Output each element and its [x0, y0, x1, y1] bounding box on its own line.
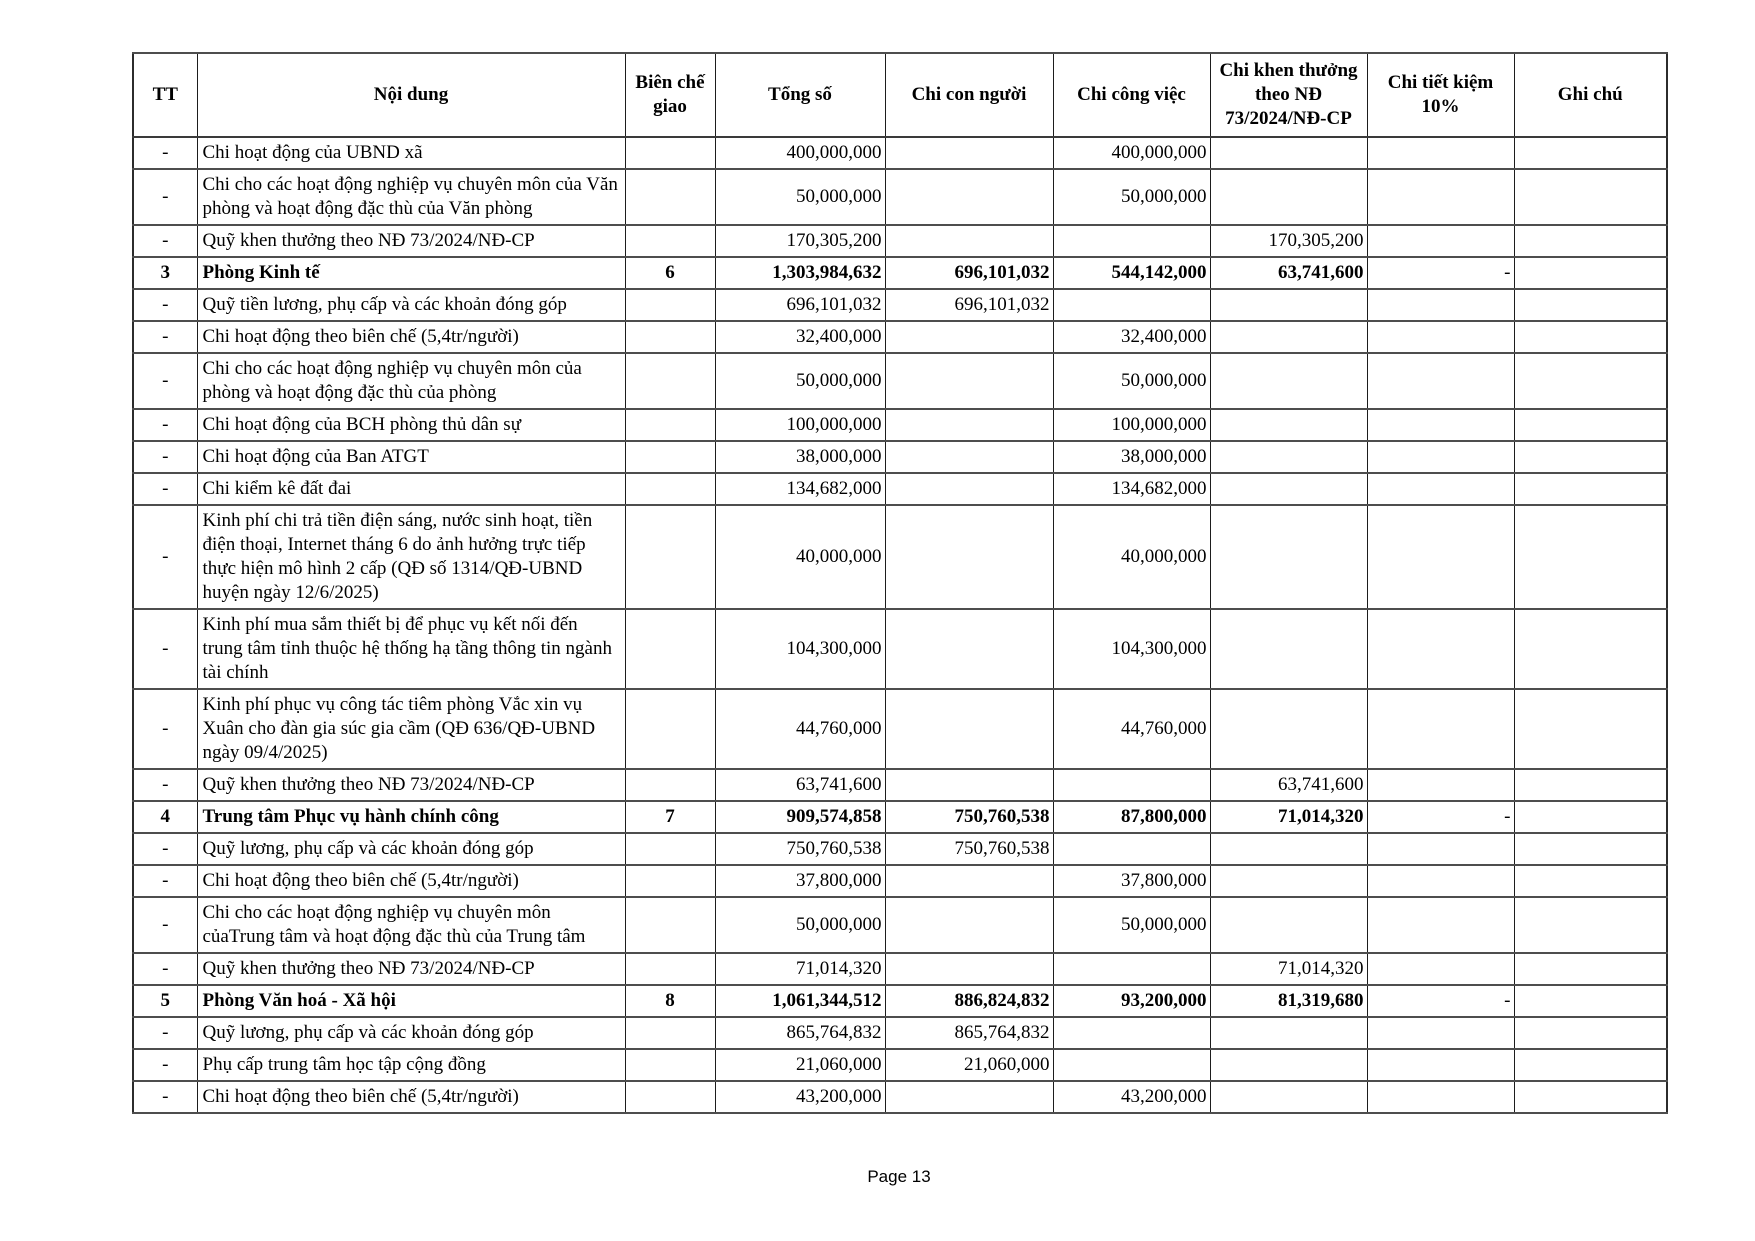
table-row	[133, 897, 1667, 953]
cell-chi-cong-viec	[1053, 833, 1210, 865]
table-body	[133, 137, 1667, 1113]
table-row	[133, 769, 1667, 801]
col-header-chi-con-nguoi: Chi con người	[885, 53, 1053, 137]
cell-tt: -	[133, 225, 197, 257]
cell-chi-cong-viec	[1053, 1049, 1210, 1081]
cell-chi-khen-thuong	[1210, 1017, 1367, 1049]
cell-chi-cong-viec: 43,200,000	[1053, 1081, 1210, 1113]
table-row	[133, 137, 1667, 169]
cell-noi-dung: Kinh phí chi trả tiền điện sáng, nước sinh hoạt, tiền điện thoại, Internet tháng 6 do ảnh hưởng trực tiếp thực hiện mô hình 2 cấp (QĐ số 1314/QĐ-UBND huyện ngày 12/6/2025)	[197, 505, 625, 609]
col-header-noi-dung: Nội dung	[197, 53, 625, 137]
cell-tt: -	[133, 321, 197, 353]
cell-chi-tiet-kiem	[1367, 689, 1514, 769]
cell-ghi-chu	[1514, 321, 1667, 353]
table-row	[133, 985, 1667, 1017]
cell-chi-tiet-kiem	[1367, 1081, 1514, 1113]
cell-chi-con-nguoi	[885, 225, 1053, 257]
cell-chi-tiet-kiem	[1367, 1017, 1514, 1049]
table-row	[133, 169, 1667, 225]
cell-chi-tiet-kiem	[1367, 865, 1514, 897]
cell-tt: -	[133, 441, 197, 473]
cell-chi-con-nguoi	[885, 321, 1053, 353]
cell-noi-dung: Quỹ khen thưởng theo NĐ 73/2024/NĐ-CP	[197, 769, 625, 801]
cell-chi-khen-thuong	[1210, 505, 1367, 609]
cell-chi-tiet-kiem	[1367, 321, 1514, 353]
cell-noi-dung: Quỹ lương, phụ cấp và các khoản đóng góp	[197, 833, 625, 865]
cell-tt: -	[133, 505, 197, 609]
col-header-chi-khen-thuong: Chi khen thưởng theo NĐ 73/2024/NĐ-CP	[1210, 53, 1367, 137]
cell-ghi-chu	[1514, 609, 1667, 689]
cell-tong-so: 134,682,000	[715, 473, 885, 505]
cell-ghi-chu	[1514, 833, 1667, 865]
cell-chi-tiet-kiem	[1367, 441, 1514, 473]
table-row	[133, 225, 1667, 257]
cell-chi-tiet-kiem	[1367, 473, 1514, 505]
cell-bien-che-giao: 8	[625, 985, 715, 1017]
cell-bien-che-giao	[625, 441, 715, 473]
cell-chi-tiet-kiem	[1367, 505, 1514, 609]
cell-ghi-chu	[1514, 897, 1667, 953]
table-row	[133, 257, 1667, 289]
cell-tt: -	[133, 769, 197, 801]
cell-tt: -	[133, 897, 197, 953]
cell-chi-con-nguoi: 750,760,538	[885, 801, 1053, 833]
cell-chi-khen-thuong: 71,014,320	[1210, 953, 1367, 985]
col-header-tt: TT	[133, 53, 197, 137]
table-header-row	[133, 53, 1667, 137]
cell-bien-che-giao	[625, 353, 715, 409]
cell-noi-dung: Chi cho các hoạt động nghiệp vụ chuyên môn của Văn phòng và hoạt động đặc thù của Văn phòng	[197, 169, 625, 225]
cell-chi-tiet-kiem	[1367, 409, 1514, 441]
cell-tt: -	[133, 953, 197, 985]
cell-chi-con-nguoi	[885, 409, 1053, 441]
cell-bien-che-giao	[625, 609, 715, 689]
cell-tong-so: 104,300,000	[715, 609, 885, 689]
cell-tong-so: 100,000,000	[715, 409, 885, 441]
table-row	[133, 1017, 1667, 1049]
cell-chi-cong-viec: 104,300,000	[1053, 609, 1210, 689]
cell-tt: 5	[133, 985, 197, 1017]
cell-chi-cong-viec: 100,000,000	[1053, 409, 1210, 441]
cell-chi-con-nguoi	[885, 953, 1053, 985]
cell-bien-che-giao	[625, 169, 715, 225]
cell-chi-tiet-kiem	[1367, 137, 1514, 169]
cell-noi-dung: Chi cho các hoạt động nghiệp vụ chuyên môn củaTrung tâm và hoạt động đặc thù của Trung tâm	[197, 897, 625, 953]
cell-tt: -	[133, 409, 197, 441]
cell-bien-che-giao	[625, 865, 715, 897]
cell-noi-dung: Kinh phí phục vụ công tác tiêm phòng Vắc xin vụ Xuân cho đàn gia súc gia cầm (QĐ 636/QĐ-UBND ngày 09/4/2025)	[197, 689, 625, 769]
cell-chi-tiet-kiem: -	[1367, 257, 1514, 289]
cell-ghi-chu	[1514, 985, 1667, 1017]
cell-bien-che-giao	[625, 137, 715, 169]
table-row	[133, 1049, 1667, 1081]
cell-noi-dung: Chi hoạt động theo biên chế (5,4tr/người)	[197, 1081, 625, 1113]
cell-tt: -	[133, 833, 197, 865]
cell-chi-con-nguoi	[885, 1081, 1053, 1113]
cell-chi-cong-viec: 134,682,000	[1053, 473, 1210, 505]
cell-ghi-chu	[1514, 441, 1667, 473]
cell-chi-tiet-kiem	[1367, 1049, 1514, 1081]
cell-chi-tiet-kiem: -	[1367, 801, 1514, 833]
cell-ghi-chu	[1514, 1049, 1667, 1081]
cell-chi-con-nguoi: 696,101,032	[885, 257, 1053, 289]
cell-tt: -	[133, 137, 197, 169]
cell-chi-khen-thuong	[1210, 289, 1367, 321]
cell-bien-che-giao	[625, 289, 715, 321]
cell-noi-dung: Kinh phí mua sắm thiết bị để phục vụ kết nối đến trung tâm tỉnh thuộc hệ thống hạ tầng thông tin ngành tài chính	[197, 609, 625, 689]
col-header-chi-cong-viec: Chi công việc	[1053, 53, 1210, 137]
table-row	[133, 473, 1667, 505]
cell-chi-con-nguoi	[885, 689, 1053, 769]
cell-noi-dung: Chi cho các hoạt động nghiệp vụ chuyên môn của phòng và hoạt động đặc thù của phòng	[197, 353, 625, 409]
table-row	[133, 505, 1667, 609]
cell-chi-cong-viec: 87,800,000	[1053, 801, 1210, 833]
cell-tt: -	[133, 1049, 197, 1081]
cell-chi-khen-thuong: 63,741,600	[1210, 257, 1367, 289]
cell-bien-che-giao	[625, 321, 715, 353]
cell-tong-so: 1,303,984,632	[715, 257, 885, 289]
cell-chi-tiet-kiem	[1367, 833, 1514, 865]
cell-tong-so: 21,060,000	[715, 1049, 885, 1081]
table-row	[133, 801, 1667, 833]
cell-chi-khen-thuong: 170,305,200	[1210, 225, 1367, 257]
table-row	[133, 953, 1667, 985]
cell-chi-tiet-kiem	[1367, 609, 1514, 689]
cell-bien-che-giao	[625, 473, 715, 505]
cell-chi-con-nguoi	[885, 505, 1053, 609]
cell-tt: -	[133, 473, 197, 505]
cell-chi-cong-viec	[1053, 289, 1210, 321]
cell-ghi-chu	[1514, 409, 1667, 441]
cell-ghi-chu	[1514, 505, 1667, 609]
cell-ghi-chu	[1514, 1017, 1667, 1049]
cell-tong-so: 865,764,832	[715, 1017, 885, 1049]
cell-noi-dung: Chi hoạt động theo biên chế (5,4tr/người)	[197, 865, 625, 897]
cell-tong-so: 37,800,000	[715, 865, 885, 897]
cell-tong-so: 400,000,000	[715, 137, 885, 169]
cell-chi-khen-thuong	[1210, 865, 1367, 897]
cell-ghi-chu	[1514, 865, 1667, 897]
cell-noi-dung: Chi hoạt động của BCH phòng thủ dân sự	[197, 409, 625, 441]
cell-tong-so: 44,760,000	[715, 689, 885, 769]
cell-bien-che-giao	[625, 1049, 715, 1081]
cell-ghi-chu	[1514, 801, 1667, 833]
cell-chi-con-nguoi	[885, 865, 1053, 897]
cell-bien-che-giao	[625, 1017, 715, 1049]
table-row	[133, 833, 1667, 865]
cell-bien-che-giao	[625, 897, 715, 953]
cell-chi-con-nguoi: 865,764,832	[885, 1017, 1053, 1049]
cell-bien-che-giao	[625, 833, 715, 865]
cell-bien-che-giao	[625, 409, 715, 441]
cell-bien-che-giao	[625, 953, 715, 985]
col-header-bien-che-giao: Biên chế giao	[625, 53, 715, 137]
cell-chi-cong-viec: 40,000,000	[1053, 505, 1210, 609]
cell-noi-dung: Quỹ tiền lương, phụ cấp và các khoản đóng góp	[197, 289, 625, 321]
cell-chi-con-nguoi	[885, 441, 1053, 473]
cell-chi-khen-thuong: 63,741,600	[1210, 769, 1367, 801]
table-row	[133, 689, 1667, 769]
cell-chi-khen-thuong	[1210, 1081, 1367, 1113]
cell-tong-so: 1,061,344,512	[715, 985, 885, 1017]
cell-chi-cong-viec: 93,200,000	[1053, 985, 1210, 1017]
cell-chi-cong-viec	[1053, 1017, 1210, 1049]
cell-ghi-chu	[1514, 137, 1667, 169]
cell-chi-khen-thuong	[1210, 137, 1367, 169]
cell-tong-so: 63,741,600	[715, 769, 885, 801]
cell-chi-tiet-kiem	[1367, 897, 1514, 953]
cell-ghi-chu	[1514, 257, 1667, 289]
cell-chi-khen-thuong	[1210, 897, 1367, 953]
cell-chi-khen-thuong	[1210, 833, 1367, 865]
cell-tong-so: 50,000,000	[715, 169, 885, 225]
cell-noi-dung: Chi hoạt động theo biên chế (5,4tr/người)	[197, 321, 625, 353]
cell-chi-cong-viec: 37,800,000	[1053, 865, 1210, 897]
cell-chi-con-nguoi: 750,760,538	[885, 833, 1053, 865]
cell-chi-con-nguoi	[885, 769, 1053, 801]
cell-ghi-chu	[1514, 689, 1667, 769]
cell-bien-che-giao: 7	[625, 801, 715, 833]
cell-tt: -	[133, 1081, 197, 1113]
cell-chi-khen-thuong: 71,014,320	[1210, 801, 1367, 833]
cell-ghi-chu	[1514, 473, 1667, 505]
cell-tt: 4	[133, 801, 197, 833]
cell-chi-khen-thuong	[1210, 321, 1367, 353]
cell-chi-cong-viec	[1053, 225, 1210, 257]
table-row	[133, 289, 1667, 321]
cell-chi-con-nguoi	[885, 353, 1053, 409]
cell-chi-cong-viec: 50,000,000	[1053, 353, 1210, 409]
cell-chi-cong-viec: 544,142,000	[1053, 257, 1210, 289]
cell-chi-con-nguoi	[885, 473, 1053, 505]
cell-bien-che-giao	[625, 769, 715, 801]
cell-tt: -	[133, 289, 197, 321]
cell-bien-che-giao	[625, 225, 715, 257]
cell-tong-so: 750,760,538	[715, 833, 885, 865]
cell-tong-so: 50,000,000	[715, 353, 885, 409]
budget-table	[132, 52, 1668, 1114]
cell-tong-so: 71,014,320	[715, 953, 885, 985]
cell-tong-so: 696,101,032	[715, 289, 885, 321]
cell-chi-khen-thuong	[1210, 689, 1367, 769]
cell-chi-con-nguoi	[885, 169, 1053, 225]
cell-chi-tiet-kiem	[1367, 769, 1514, 801]
cell-chi-cong-viec: 38,000,000	[1053, 441, 1210, 473]
page-number: Page 13	[867, 1167, 931, 1186]
table-row	[133, 1081, 1667, 1113]
cell-chi-con-nguoi	[885, 897, 1053, 953]
table-row	[133, 609, 1667, 689]
cell-chi-tiet-kiem	[1367, 225, 1514, 257]
cell-chi-khen-thuong: 81,319,680	[1210, 985, 1367, 1017]
cell-noi-dung: Phòng Kinh tế	[197, 257, 625, 289]
cell-tong-so: 32,400,000	[715, 321, 885, 353]
cell-chi-tiet-kiem	[1367, 169, 1514, 225]
cell-chi-tiet-kiem: -	[1367, 985, 1514, 1017]
cell-tong-so: 50,000,000	[715, 897, 885, 953]
cell-chi-con-nguoi: 21,060,000	[885, 1049, 1053, 1081]
cell-ghi-chu	[1514, 353, 1667, 409]
cell-tt: -	[133, 865, 197, 897]
cell-bien-che-giao: 6	[625, 257, 715, 289]
cell-bien-che-giao	[625, 1081, 715, 1113]
col-header-tong-so: Tổng số	[715, 53, 885, 137]
cell-tong-so: 909,574,858	[715, 801, 885, 833]
table-row	[133, 441, 1667, 473]
cell-ghi-chu	[1514, 953, 1667, 985]
cell-tt: -	[133, 689, 197, 769]
table-row	[133, 865, 1667, 897]
cell-chi-cong-viec	[1053, 953, 1210, 985]
col-header-ghi-chu: Ghi chú	[1514, 53, 1667, 137]
cell-chi-con-nguoi: 886,824,832	[885, 985, 1053, 1017]
cell-noi-dung: Chi hoạt động của UBND xã	[197, 137, 625, 169]
cell-tt: -	[133, 1017, 197, 1049]
cell-chi-cong-viec: 50,000,000	[1053, 169, 1210, 225]
cell-tt: -	[133, 169, 197, 225]
cell-chi-cong-viec	[1053, 769, 1210, 801]
cell-bien-che-giao	[625, 505, 715, 609]
cell-chi-khen-thuong	[1210, 353, 1367, 409]
col-header-chi-tiet-kiem: Chi tiết kiệm 10%	[1367, 53, 1514, 137]
table-row	[133, 321, 1667, 353]
table-row	[133, 409, 1667, 441]
cell-tong-so: 43,200,000	[715, 1081, 885, 1113]
cell-chi-cong-viec: 32,400,000	[1053, 321, 1210, 353]
cell-chi-khen-thuong	[1210, 1049, 1367, 1081]
cell-tt: -	[133, 353, 197, 409]
cell-noi-dung: Trung tâm Phục vụ hành chính công	[197, 801, 625, 833]
table-row	[133, 353, 1667, 409]
cell-tong-so: 38,000,000	[715, 441, 885, 473]
cell-chi-tiet-kiem	[1367, 953, 1514, 985]
cell-ghi-chu	[1514, 169, 1667, 225]
cell-ghi-chu	[1514, 289, 1667, 321]
cell-chi-cong-viec: 50,000,000	[1053, 897, 1210, 953]
cell-chi-tiet-kiem	[1367, 353, 1514, 409]
cell-noi-dung: Phụ cấp trung tâm học tập cộng đồng	[197, 1049, 625, 1081]
cell-tt: 3	[133, 257, 197, 289]
cell-chi-con-nguoi	[885, 609, 1053, 689]
cell-ghi-chu	[1514, 1081, 1667, 1113]
cell-chi-khen-thuong	[1210, 473, 1367, 505]
cell-noi-dung: Phòng Văn hoá - Xã hội	[197, 985, 625, 1017]
cell-chi-cong-viec: 44,760,000	[1053, 689, 1210, 769]
cell-chi-con-nguoi	[885, 137, 1053, 169]
cell-chi-cong-viec: 400,000,000	[1053, 137, 1210, 169]
cell-tt: -	[133, 609, 197, 689]
cell-noi-dung: Chi kiểm kê đất đai	[197, 473, 625, 505]
cell-tong-so: 170,305,200	[715, 225, 885, 257]
cell-chi-tiet-kiem	[1367, 289, 1514, 321]
cell-noi-dung: Quỹ khen thưởng theo NĐ 73/2024/NĐ-CP	[197, 225, 625, 257]
cell-ghi-chu	[1514, 769, 1667, 801]
cell-chi-khen-thuong	[1210, 409, 1367, 441]
cell-noi-dung: Quỹ lương, phụ cấp và các khoản đóng góp	[197, 1017, 625, 1049]
cell-chi-con-nguoi: 696,101,032	[885, 289, 1053, 321]
cell-chi-khen-thuong	[1210, 609, 1367, 689]
cell-bien-che-giao	[625, 689, 715, 769]
cell-noi-dung: Quỹ khen thưởng theo NĐ 73/2024/NĐ-CP	[197, 953, 625, 985]
cell-tong-so: 40,000,000	[715, 505, 885, 609]
cell-chi-khen-thuong	[1210, 169, 1367, 225]
cell-chi-khen-thuong	[1210, 441, 1367, 473]
cell-noi-dung: Chi hoạt động của Ban ATGT	[197, 441, 625, 473]
cell-ghi-chu	[1514, 225, 1667, 257]
